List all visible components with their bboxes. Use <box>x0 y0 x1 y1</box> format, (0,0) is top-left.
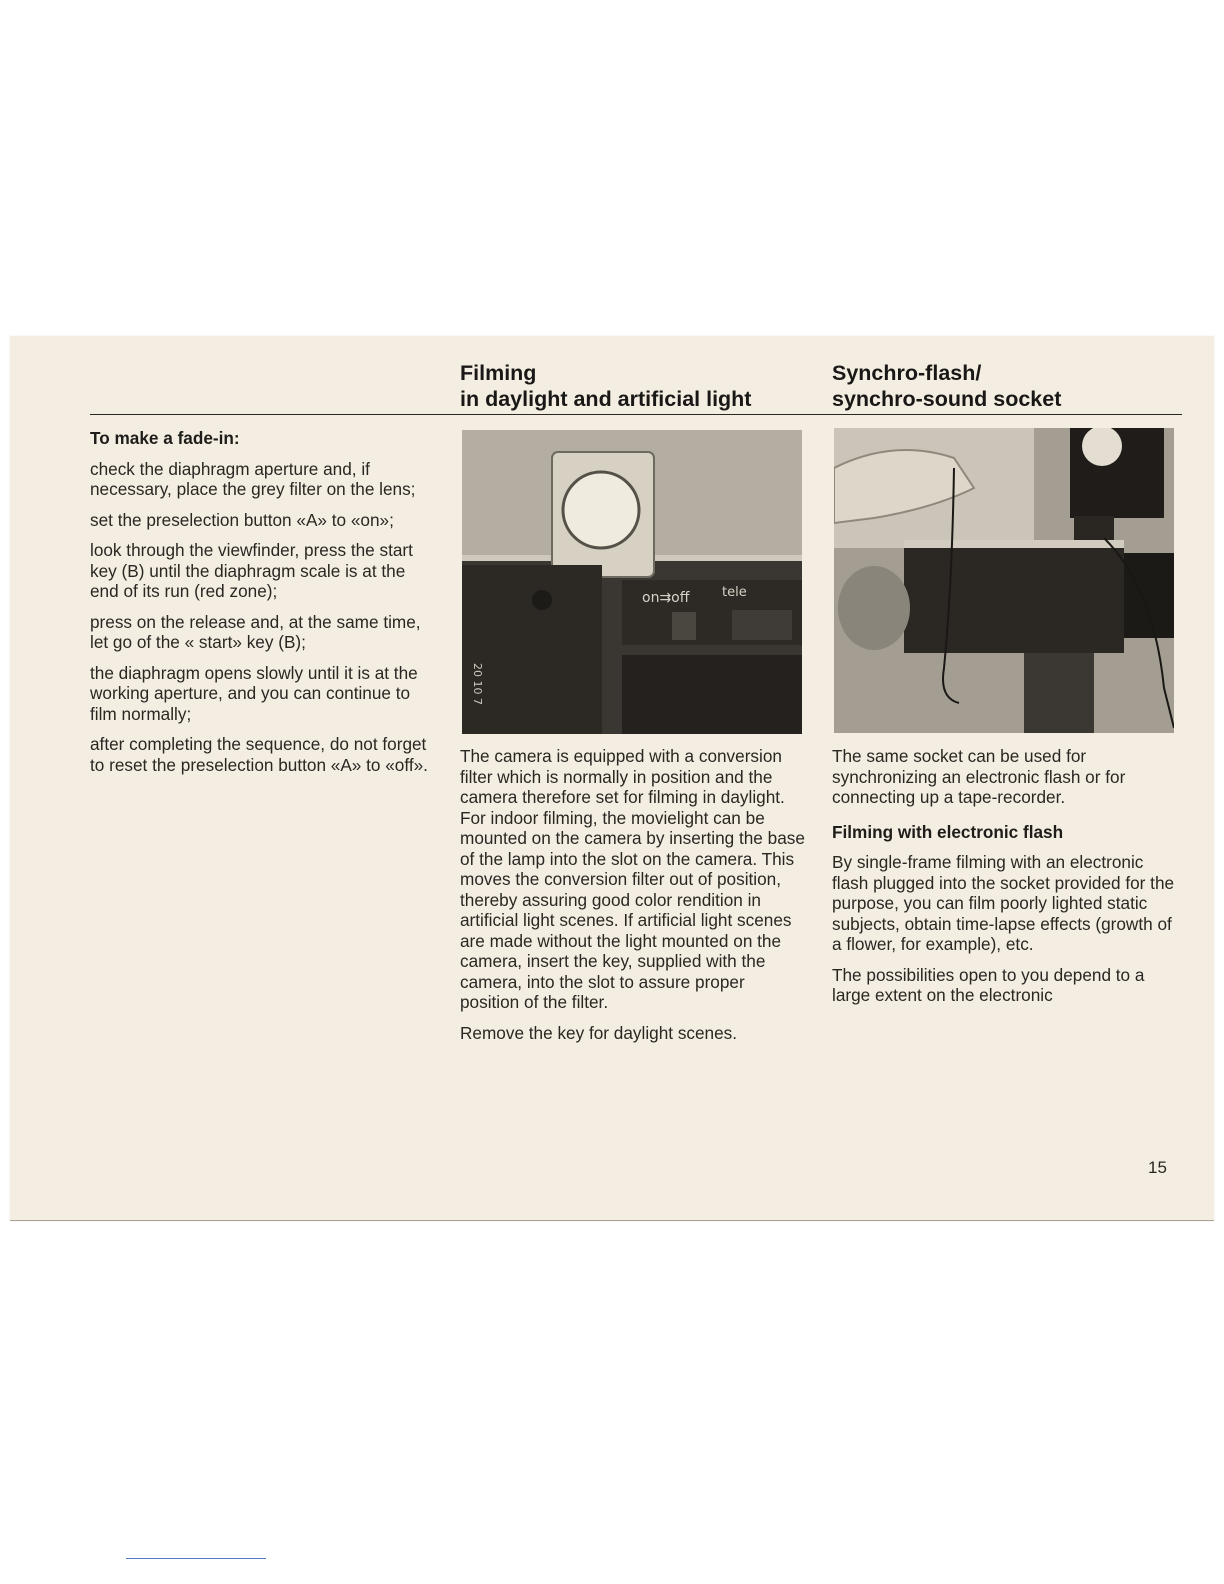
left-column <box>90 428 435 785</box>
right-column <box>832 746 1177 1016</box>
electronic-flash-subheading: Filming with electronic flash <box>832 821 1064 842</box>
header-rule <box>90 414 1182 415</box>
heading-filming-light <box>460 360 751 412</box>
manual-page <box>10 336 1214 1221</box>
paragraph: the diaphragm opens slowly until it is at the working aperture, and you can continue to film normally; <box>90 662 418 724</box>
paragraph: set the preselection button «A» to «on»; <box>90 509 394 530</box>
heading-line-2: in daylight and artificial light <box>460 387 752 411</box>
paragraph: The same socket can be used for synchronizing an electronic flash or for connecting up a tape-recorder. <box>832 746 1126 807</box>
camera-filter-illustration <box>462 430 802 734</box>
heading-line-1: Synchro-flash/ <box>832 361 982 385</box>
heading-line-2: synchro-sound socket <box>832 387 1062 411</box>
fade-in-subheading: To make a fade-in: <box>90 428 240 448</box>
synchro-socket-photo <box>834 428 1174 733</box>
paragraph: check the diaphragm aperture and, if necessary, place the grey filter on the lens; <box>90 458 416 499</box>
paragraph: Remove the key for daylight scenes. <box>460 1022 738 1043</box>
tele-label: tele <box>722 585 747 600</box>
footer-link-line <box>126 1558 266 1559</box>
page-number: 15 <box>1148 1158 1167 1177</box>
paragraph: By single-frame filming with an electronic flash plugged into the socket provided for the purpose, you can film poorly lighted static subjects, obtain time-lapse effects (growth of a flower, for example), etc. <box>832 852 1175 954</box>
paragraph: The possibilities open to you depend to a large extent on the electronic <box>832 964 1145 1005</box>
heading-line-1: Filming <box>460 361 537 385</box>
paragraph: look through the viewfinder, press the start key (B) until the diaphragm scale is at the end of its run (red zone); <box>90 540 413 601</box>
aperture-scale-marks: 20 10 7 <box>471 663 484 705</box>
heading-synchro-socket <box>832 360 1061 412</box>
synchro-socket-illustration <box>834 428 1174 733</box>
camera-filter-photo <box>462 430 802 734</box>
paragraph: The camera is equipped with a conversion filter which is normally in position and the camera therefore set for filming in daylight. For indoor filming, the movielight can be mounted on the camera by inserting the base of the lamp into the slot on the camera. This moves the conversion filter out of position, thereby assuring good color rendition in artificial light scenes. If artificial light scenes are made without the light mounted on the camera, insert the key, supplied with the camera, into the slot to assure proper position of the filter. <box>460 746 805 1012</box>
middle-column <box>460 746 805 1053</box>
paragraph: press on the release and, at the same time, let go of the « start» key (B); <box>90 611 421 652</box>
paragraph: after completing the sequence, do not forget to reset the preselection button «A» to «off». <box>90 734 428 775</box>
on-off-switch-label: on⇉off <box>642 590 690 606</box>
